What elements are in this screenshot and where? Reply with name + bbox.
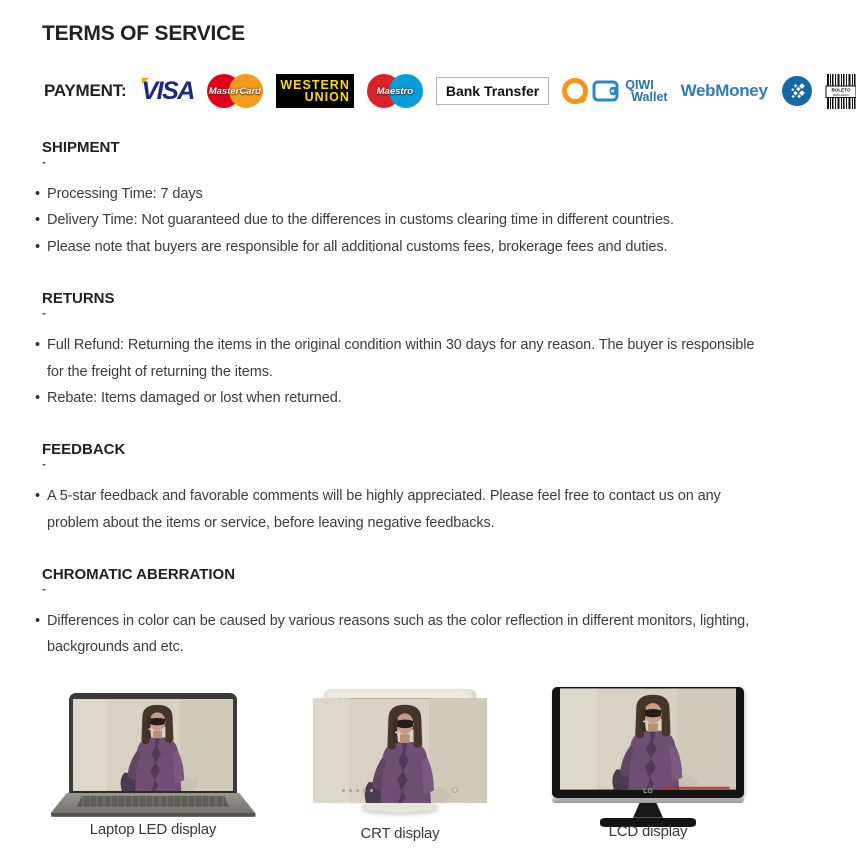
lcd-image [552, 687, 744, 827]
section-chromatic-aberration [34, 566, 756, 661]
list-item: • Full Refund: Returning the items in the original condition within 30 days for any reason. The buyer is responsible for the freight of returning the items. [34, 332, 756, 385]
section-dash: - [42, 582, 46, 596]
crt-button [356, 789, 359, 792]
western-union-line1: WESTERN [280, 77, 350, 92]
section-shipment [34, 139, 756, 260]
lcd-display-figure [548, 687, 748, 840]
bullet-list [34, 181, 756, 260]
bank-transfer-badge: Bank Transfer [436, 77, 549, 105]
woman-photo [338, 700, 462, 782]
woman-photo [73, 699, 233, 791]
crt-button [363, 789, 366, 792]
section-heading: CHROMATIC ABERRATION [42, 566, 236, 583]
visa-logo-icon [141, 76, 194, 105]
list-item: • Please note that buyers are responsible for all additional customs fees, brokerage fees and duties. [34, 234, 756, 260]
crt-screen [336, 698, 464, 784]
visa-text: VISA [141, 76, 194, 105]
western-union-logo-icon [276, 74, 354, 108]
webmoney-globe-icon [781, 75, 813, 107]
qiwi-line1: QIWI [625, 78, 654, 92]
crt-image [324, 689, 476, 812]
section-dash: - [42, 306, 46, 321]
webmoney-wordmark: WebMoney [680, 81, 768, 100]
maestro-logo-icon [367, 73, 423, 109]
mastercard-text: MasterCard [208, 86, 261, 97]
display-caption: LCD display [608, 822, 688, 840]
lcd-stand-neck [633, 803, 663, 818]
lcd-silver-strip [552, 798, 744, 803]
boleto-subtext: BANCÁRIO [832, 92, 849, 97]
payment-row [44, 73, 851, 109]
maestro-text: Maestro [376, 86, 414, 97]
visa-tick-accent [142, 78, 149, 84]
section-feedback [34, 441, 756, 536]
laptop-image [51, 693, 256, 817]
list-item: • Differences in color can be caused by various reasons such as the color reflection in different monitors, lighting, backgrounds and etc. [34, 608, 756, 661]
page-title: TERMS OF SERVICE [42, 22, 245, 45]
display-caption: Laptop LED display [89, 820, 217, 838]
section-returns [34, 290, 756, 411]
woman-photo [560, 692, 736, 786]
list-item: • A 5-star feedback and favorable comments will be highly appreciated. Please feel free to contact us on any problem about the items or service, before leaving negative feedbacks. [34, 483, 756, 536]
section-heading: FEEDBACK [42, 441, 126, 459]
crt-button [370, 789, 373, 792]
payment-label: PAYMENT: [44, 81, 127, 100]
laptop-screen [69, 693, 237, 793]
boleto-barcode-icon [826, 74, 856, 109]
qiwi-wallet-logo-icon [562, 78, 667, 104]
section-heading: RETURNS [42, 290, 115, 308]
section-heading: SHIPMENT [42, 139, 120, 156]
crt-button [349, 789, 352, 792]
boleto-text: BOLETO [831, 87, 851, 93]
laptop-keyboard-base [51, 793, 256, 817]
lg-logo: LG [643, 787, 653, 795]
lcd-bezel [552, 687, 744, 798]
crt-display-figure [320, 689, 480, 842]
qiwi-q-icon [562, 78, 588, 104]
list-item: • Processing Time: 7 days [34, 181, 756, 207]
western-union-line2: UNION [304, 90, 350, 104]
crt-button [342, 789, 345, 792]
bullet-list [34, 332, 756, 411]
laptop-display-figure [48, 685, 258, 838]
display-caption: CRT display [360, 824, 440, 842]
list-item: • Delivery Time: Not guaranteed due to the differences in customs clearing time in different countries. [34, 207, 756, 233]
list-item: • Rebate: Items damaged or lost when returned. [34, 385, 756, 411]
section-dash: - [42, 457, 46, 472]
qiwi-wallet-icon [591, 78, 621, 104]
bullet-list [34, 608, 756, 661]
mastercard-logo-icon [207, 73, 263, 109]
qiwi-line2: Wallet [631, 90, 668, 104]
laptop-keyboard [77, 796, 229, 807]
qiwi-text [625, 79, 667, 103]
bullet-list [34, 483, 756, 536]
section-dash: - [42, 155, 46, 169]
display-comparison-row [34, 685, 756, 861]
crt-body [324, 689, 476, 800]
